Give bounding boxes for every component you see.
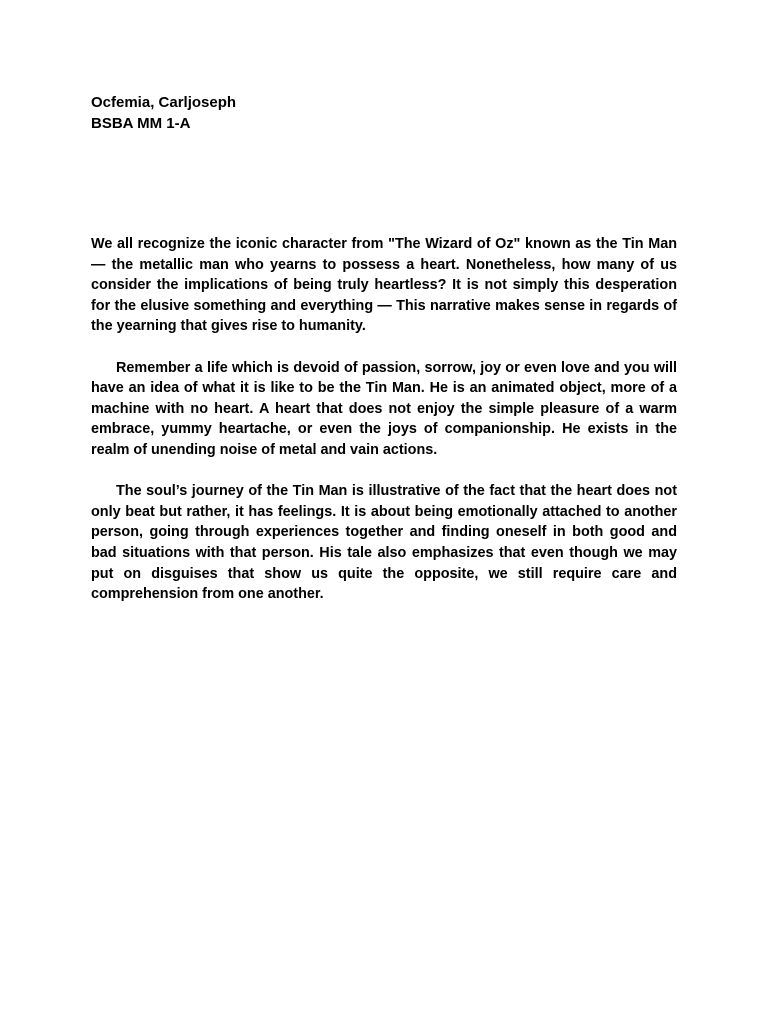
- paragraph-1: We all recognize the iconic character from "The Wizard of Oz" known as the Tin Man — the metallic man who yearns to possess a heart. Nonetheless, how many of us consider the implications of being truly heartless? It is not simply this desperation for the elusive something and everything — This narrative makes sense in regards of the yearning that gives rise to humanity.: [91, 236, 677, 335]
- author-header: [91, 93, 236, 134]
- paragraph-2: Remember a life which is devoid of passion, sorrow, joy or even love and you will have an idea of what it is like to be the Tin Man. He is an animated object, more of a machine with no heart. A heart that does not enjoy the simple pleasure of a warm embrace, yummy heartache, or even the joys of companionship. He exists in the realm of unending noise of metal and vain actions.: [91, 359, 677, 458]
- course-section: BSBA MM 1-A: [91, 114, 191, 132]
- essay-body: [91, 234, 677, 625]
- author-name: Ocfemia, Carljoseph: [91, 94, 237, 111]
- paragraph-3: The soul’s journey of the Tin Man is illustrative of the fact that the heart does not only beat but rather, it has feelings. It is about being emotionally attached to another person, going through experiences together and finding oneself in both good and bad situations with that person. His tale also emphasizes that even though we may put on disguises that show us quite the opposite, we still require care and comprehension from one another.: [91, 483, 677, 603]
